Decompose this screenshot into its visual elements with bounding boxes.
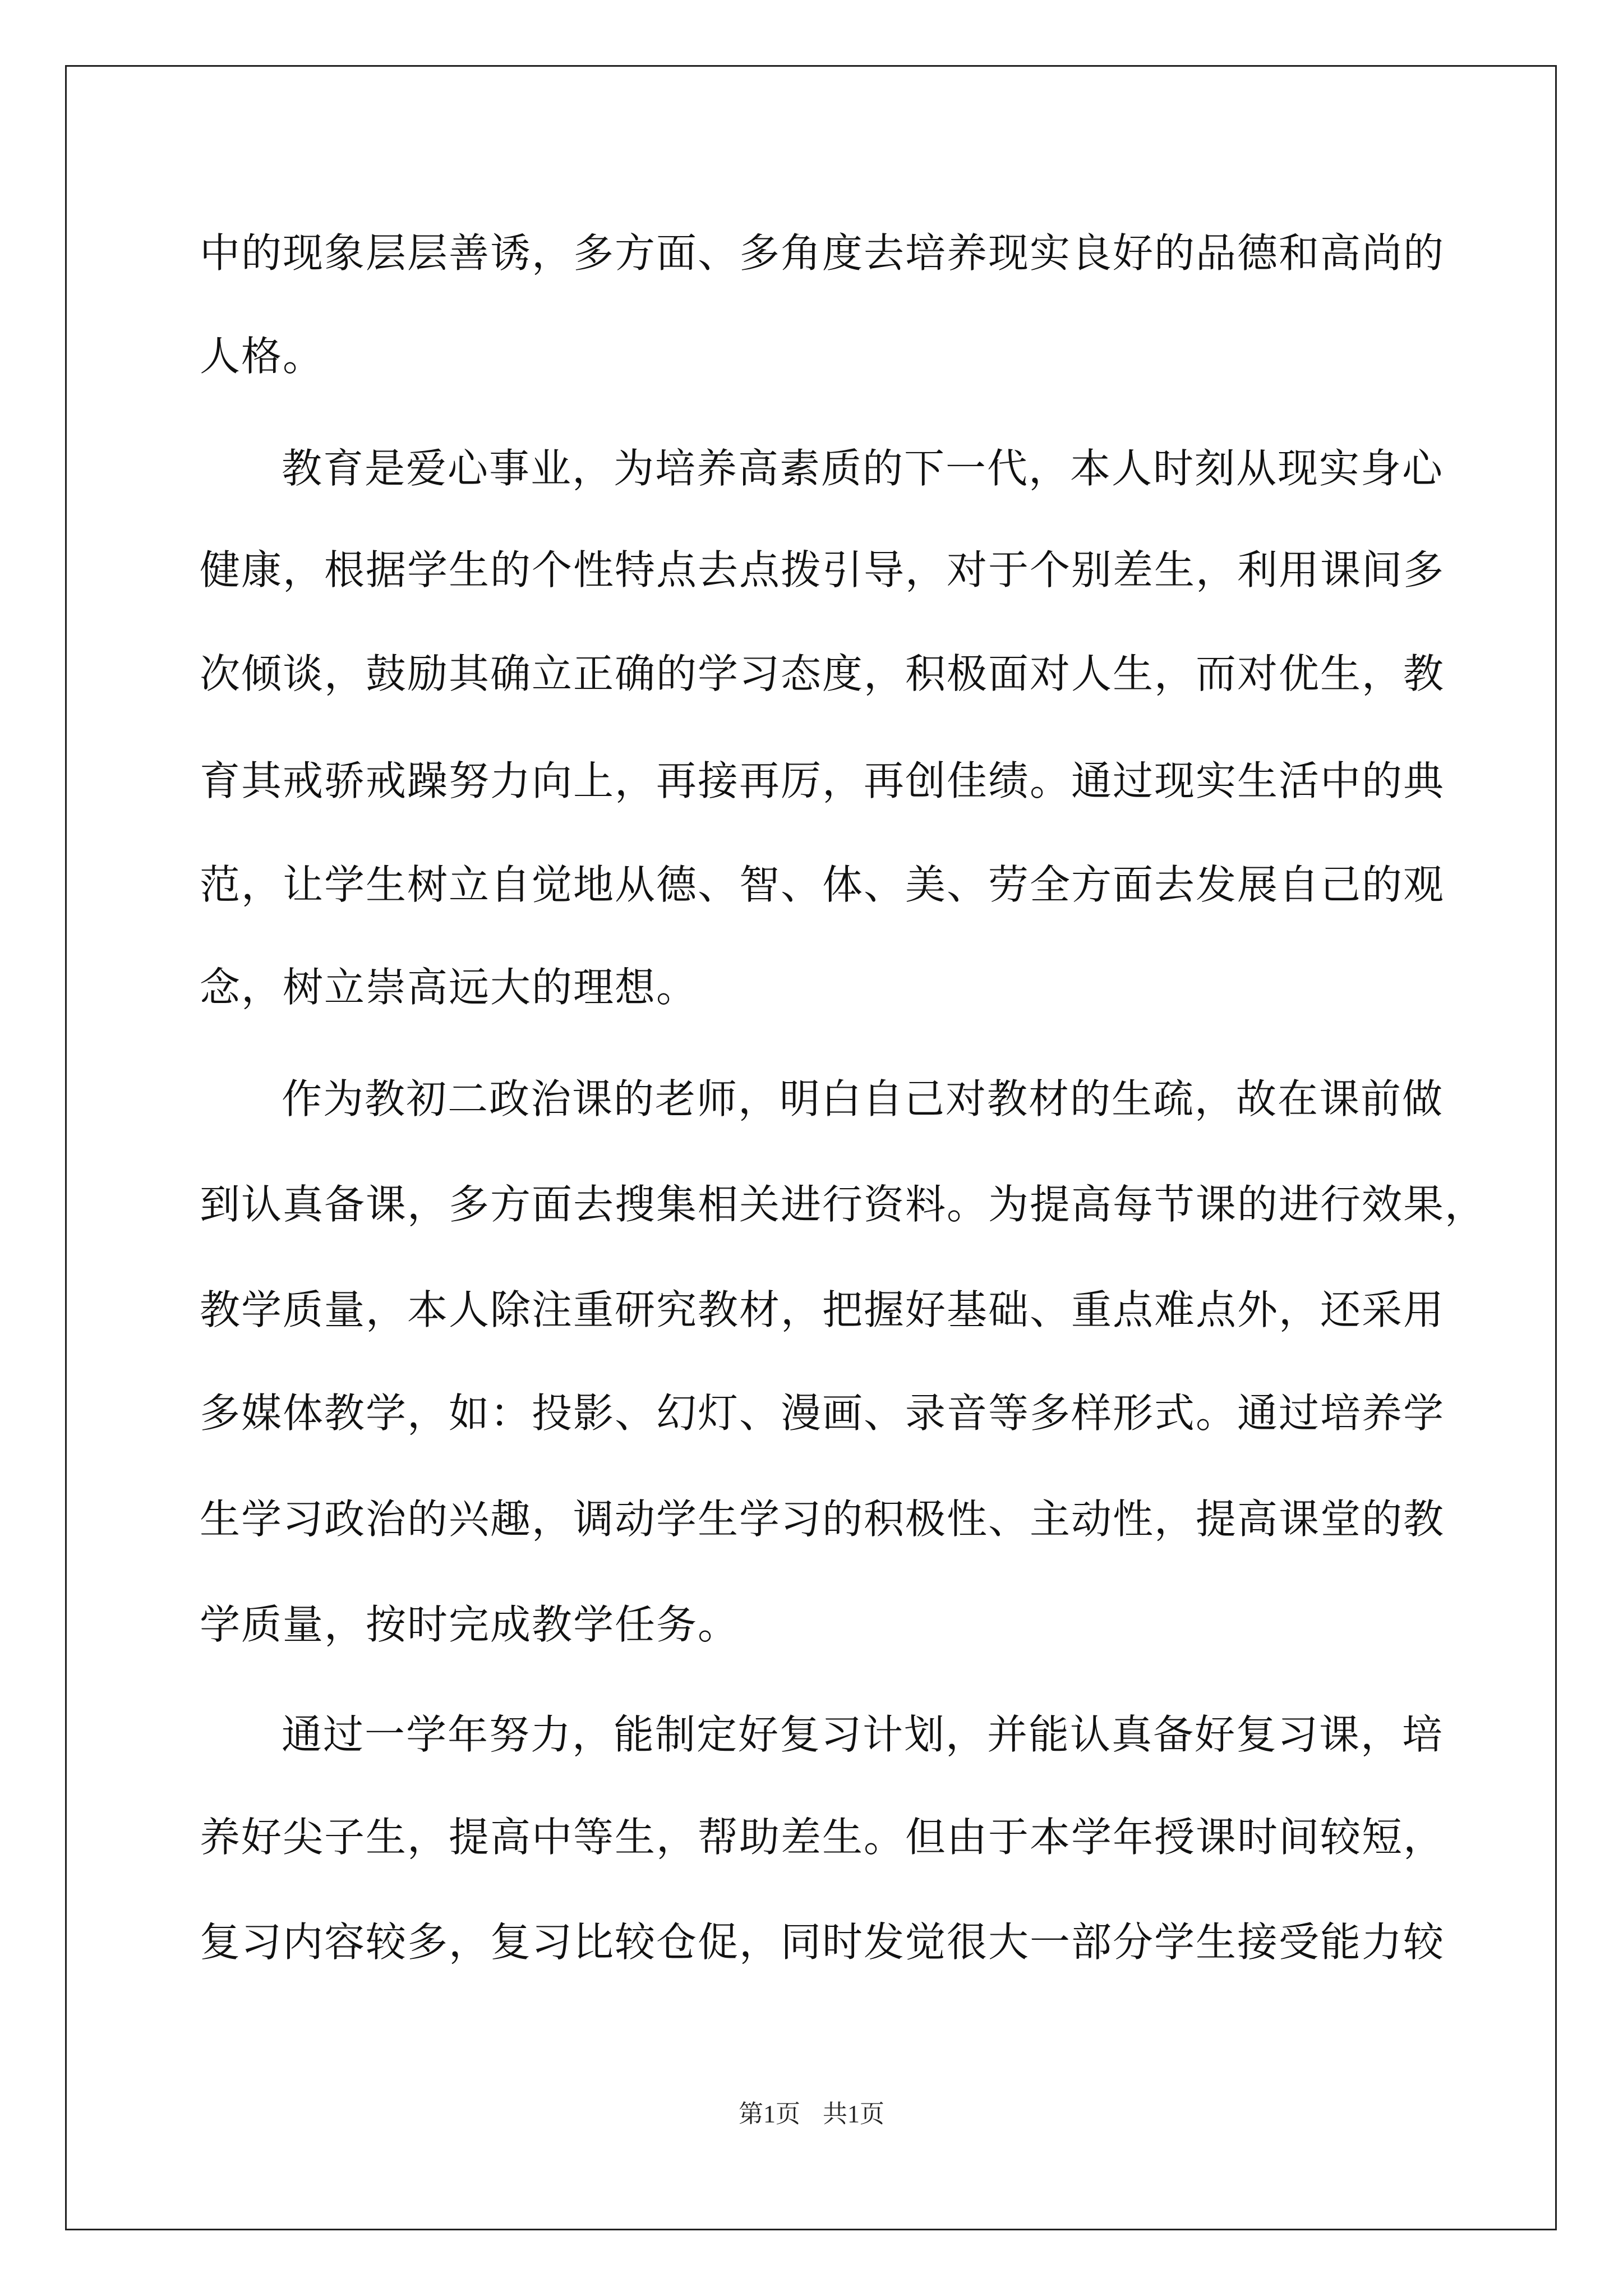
page-footer [0, 2093, 1623, 2129]
text-line: 到认真备课，多方面去搜集相关进行资料。为提高每节课的进行效果， [200, 1181, 1487, 1228]
text-line: 育其戒骄戒躁努力向上，再接再厉，再创佳绩。通过现实生活中的典 [200, 757, 1445, 804]
text-line: 生学习政治的兴趣，调动学生学习的积极性、主动性，提高课堂的教 [200, 1496, 1445, 1543]
page-border [65, 65, 1557, 2230]
page-total: 共1页 [823, 2100, 884, 2128]
text-line: 人格。 [200, 333, 325, 380]
paragraph-first-line: 教育是爱心事业，为培养高素质的下一代，本人时刻从现实身心 [282, 445, 1444, 492]
text-line: 范，让学生树立自觉地从德、智、体、美、劳全方面去发展自己的观 [200, 861, 1445, 908]
text-line: 复习内容较多，复习比较仓促，同时发觉很大一部分学生接受能力较 [200, 1918, 1445, 1966]
text-line: 多媒体教学，如：投影、幻灯、漫画、录音等多样形式。通过培养学 [200, 1389, 1445, 1437]
text-line: 中的现象层层善诱，多方面、多角度去培养现实良好的品德和高尚的 [200, 229, 1445, 277]
page-number: 第1页 [739, 2100, 800, 2128]
paragraph-first-line: 通过一学年努力，能制定好复习计划，并能认真备好复习课，培 [282, 1711, 1444, 1758]
text-line: 养好尖子生，提高中等生，帮助差生。但由于本学年授课时间较短， [200, 1814, 1445, 1861]
text-line: 教学质量，本人除注重研究教材，把握好基础、重点难点外，还采用 [200, 1286, 1445, 1333]
text-line: 念，树立崇高远大的理想。 [200, 964, 698, 1011]
text-line: 次倾谈，鼓励其确立正确的学习态度，积极面对人生，而对优生，教 [200, 650, 1445, 697]
text-line: 健康，根据学生的个性特点去点拨引导，对于个别差生，利用课间多 [200, 546, 1445, 593]
paragraph-first-line: 作为教初二政治课的老师，明白自己对教材的生疏，故在课前做 [282, 1075, 1444, 1122]
text-line: 学质量，按时完成教学任务。 [200, 1601, 740, 1648]
